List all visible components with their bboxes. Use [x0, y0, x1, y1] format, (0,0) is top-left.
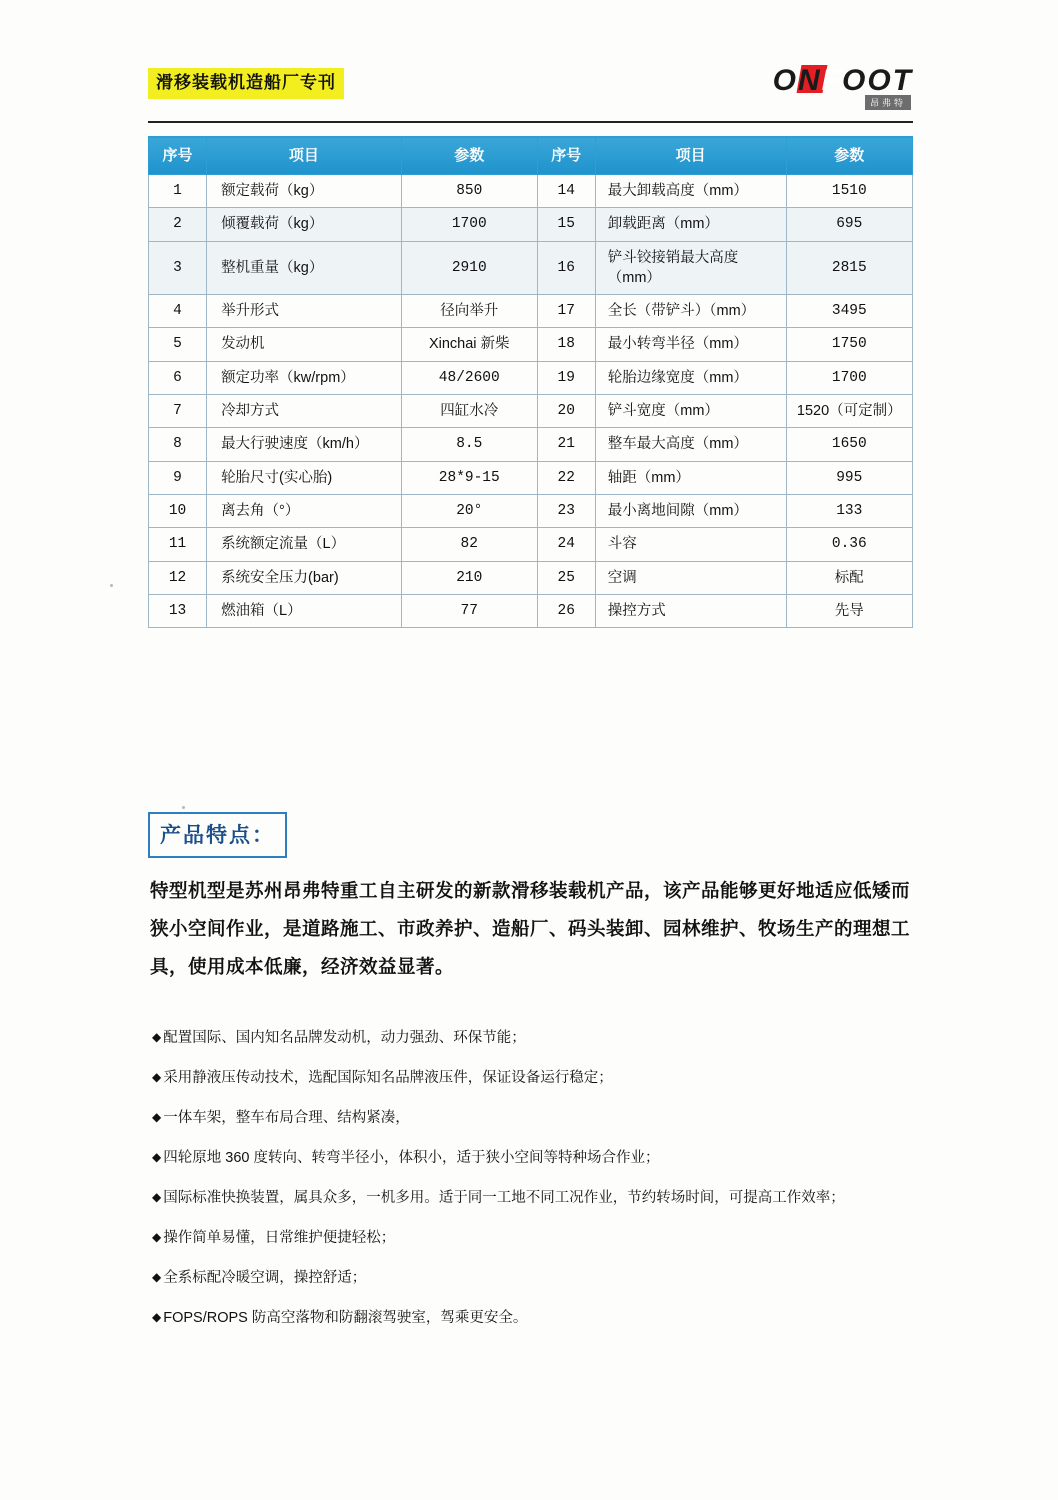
- cell-value: 995: [786, 461, 912, 494]
- cell-item: 轴距（mm）: [595, 461, 786, 494]
- cell-item: 系统额定流量（L）: [207, 528, 402, 561]
- cell-item: 整机重量（kg）: [207, 241, 402, 295]
- cell-index: 6: [149, 361, 207, 394]
- cell-value: 径向举升: [401, 295, 537, 328]
- cell-item: 轮胎边缘宽度（mm）: [595, 361, 786, 394]
- cell-index: 14: [537, 175, 595, 208]
- cell-value: 82: [401, 528, 537, 561]
- cell-item: 最小转弯半径（mm）: [595, 328, 786, 361]
- cell-index: 13: [149, 594, 207, 627]
- list-item: ◆ 四轮原地 360 度转向、转弯半径小，体积小，适于狭小空间等特种场合作业；: [152, 1148, 917, 1169]
- table-row: [149, 594, 913, 627]
- cell-value: 850: [401, 175, 537, 208]
- logo-letters: ONFOOT: [772, 64, 913, 97]
- specification-table: [148, 136, 913, 628]
- cell-item: 整车最大高度（mm）: [595, 428, 786, 461]
- list-item: ◆ 采用静液压传动技术，选配国际知名品牌液压件，保证设备运行稳定；: [152, 1068, 917, 1089]
- cell-item: 额定功率（kw/rpm）: [207, 361, 402, 394]
- table-header-row: [149, 137, 913, 175]
- cell-value: 28*9-15: [401, 461, 537, 494]
- cell-index: 21: [537, 428, 595, 461]
- cell-index: 5: [149, 328, 207, 361]
- table-row: [149, 208, 913, 241]
- table-row: [149, 528, 913, 561]
- col-header-index-1: 序号: [149, 137, 207, 175]
- header-divider: [148, 121, 913, 123]
- cell-value: 1750: [786, 328, 912, 361]
- cell-index: 12: [149, 561, 207, 594]
- cell-item: 铲斗宽度（mm）: [595, 395, 786, 428]
- list-item: ◆ 全系标配冷暖空调，操控舒适；: [152, 1268, 917, 1289]
- cell-item: 斗容: [595, 528, 786, 561]
- cell-index: 17: [537, 295, 595, 328]
- cell-index: 9: [149, 461, 207, 494]
- cell-index: 3: [149, 241, 207, 295]
- table-row: [149, 328, 913, 361]
- table-row: [149, 561, 913, 594]
- cell-index: 11: [149, 528, 207, 561]
- cell-item: 冷却方式: [207, 395, 402, 428]
- table-row: [149, 428, 913, 461]
- cell-value: 2910: [401, 241, 537, 295]
- cell-item: 最大卸载高度（mm）: [595, 175, 786, 208]
- cell-value: 8.5: [401, 428, 537, 461]
- table-row: [149, 461, 913, 494]
- cell-value: 48/2600: [401, 361, 537, 394]
- features-heading: 产品特点：: [148, 812, 287, 858]
- col-header-param-2: 参数: [786, 137, 912, 175]
- list-item: ◆ 国际标准快换装置，属具众多，一机多用。适于同一工地不同工况作业，节约转场时间，可提高工作效率；: [152, 1188, 917, 1209]
- scan-speck: [182, 806, 185, 809]
- cell-index: 20: [537, 395, 595, 428]
- cell-index: 2: [149, 208, 207, 241]
- cell-value: 先导: [786, 594, 912, 627]
- cell-index: 8: [149, 428, 207, 461]
- cell-value: 1510: [786, 175, 912, 208]
- cell-item: 轮胎尺寸(实心胎): [207, 461, 402, 494]
- cell-value: 3495: [786, 295, 912, 328]
- issue-tag: 滑移装载机造船厂专刊: [148, 68, 344, 99]
- cell-value: 133: [786, 494, 912, 527]
- cell-index: 18: [537, 328, 595, 361]
- table-row: [149, 361, 913, 394]
- cell-item: 举升形式: [207, 295, 402, 328]
- cell-index: 7: [149, 395, 207, 428]
- cell-value: 1700: [401, 208, 537, 241]
- cell-index: 4: [149, 295, 207, 328]
- col-header-item-1: 项目: [207, 137, 402, 175]
- cell-value: 1650: [786, 428, 912, 461]
- cell-item: 最小离地间隙（mm）: [595, 494, 786, 527]
- cell-index: 16: [537, 241, 595, 295]
- logo-wordmark: [773, 64, 913, 98]
- cell-item: 燃油箱（L）: [207, 594, 402, 627]
- document-header: [148, 64, 913, 120]
- cell-value: 四缸水冷: [401, 395, 537, 428]
- cell-value: 标配: [786, 561, 912, 594]
- cell-item: 最大行驶速度（km/h）: [207, 428, 402, 461]
- company-logo: [753, 64, 913, 106]
- cell-value: 210: [401, 561, 537, 594]
- cell-value: 1520（可定制）: [786, 395, 912, 428]
- list-item: ◆ 一体车架，整车布局合理、结构紧凑，: [152, 1108, 917, 1129]
- cell-value: 2815: [786, 241, 912, 295]
- cell-value: 77: [401, 594, 537, 627]
- cell-item: 铲斗铰接销最大高度（mm）: [595, 241, 786, 295]
- feature-bullet-list: [152, 1028, 917, 1348]
- cell-value: 695: [786, 208, 912, 241]
- list-item: ◆ FOPS/ROPS 防高空落物和防翻滚驾驶室，驾乘更安全。: [152, 1308, 917, 1329]
- cell-item: 倾覆载荷（kg）: [207, 208, 402, 241]
- cell-index: 23: [537, 494, 595, 527]
- cell-index: 10: [149, 494, 207, 527]
- cell-item: 离去角（°）: [207, 494, 402, 527]
- cell-item: 全长（带铲斗）（mm）: [595, 295, 786, 328]
- table-row: [149, 494, 913, 527]
- cell-value: 0.36: [786, 528, 912, 561]
- cell-value: 20°: [401, 494, 537, 527]
- logo-subtext: 昂弗特: [865, 95, 911, 110]
- cell-item: 发动机: [207, 328, 402, 361]
- cell-value: 1700: [786, 361, 912, 394]
- table-row: [149, 175, 913, 208]
- cell-item: 空调: [595, 561, 786, 594]
- cell-index: 15: [537, 208, 595, 241]
- cell-item: 卸载距离（mm）: [595, 208, 786, 241]
- cell-item: 操控方式: [595, 594, 786, 627]
- cell-index: 24: [537, 528, 595, 561]
- col-header-param-1: 参数: [401, 137, 537, 175]
- table-row: [149, 241, 913, 295]
- cell-item: 额定载荷（kg）: [207, 175, 402, 208]
- cell-index: 19: [537, 361, 595, 394]
- table-row: [149, 395, 913, 428]
- scan-speck: [110, 584, 113, 587]
- cell-index: 22: [537, 461, 595, 494]
- list-item: ◆ 配置国际、国内知名品牌发动机，动力强劲、环保节能；: [152, 1028, 917, 1049]
- col-header-index-2: 序号: [537, 137, 595, 175]
- list-item: ◆ 操作简单易懂，日常维护便捷轻松；: [152, 1228, 917, 1249]
- table-row: [149, 295, 913, 328]
- cell-index: 1: [149, 175, 207, 208]
- cell-item: 系统安全压力(bar): [207, 561, 402, 594]
- product-intro-paragraph: 特型机型是苏州昂弗特重工自主研发的新款滑移装载机产品，该产品能够更好地适应低矮而狭小空间作业，是道路施工、市政养护、造船厂、码头装卸、园林维护、牧场生产的理想工具，使用成本低廉，经济效益显著。: [150, 880, 911, 977]
- cell-index: 25: [537, 561, 595, 594]
- col-header-item-2: 项目: [595, 137, 786, 175]
- cell-index: 26: [537, 594, 595, 627]
- cell-value: Xinchai 新柴: [401, 328, 537, 361]
